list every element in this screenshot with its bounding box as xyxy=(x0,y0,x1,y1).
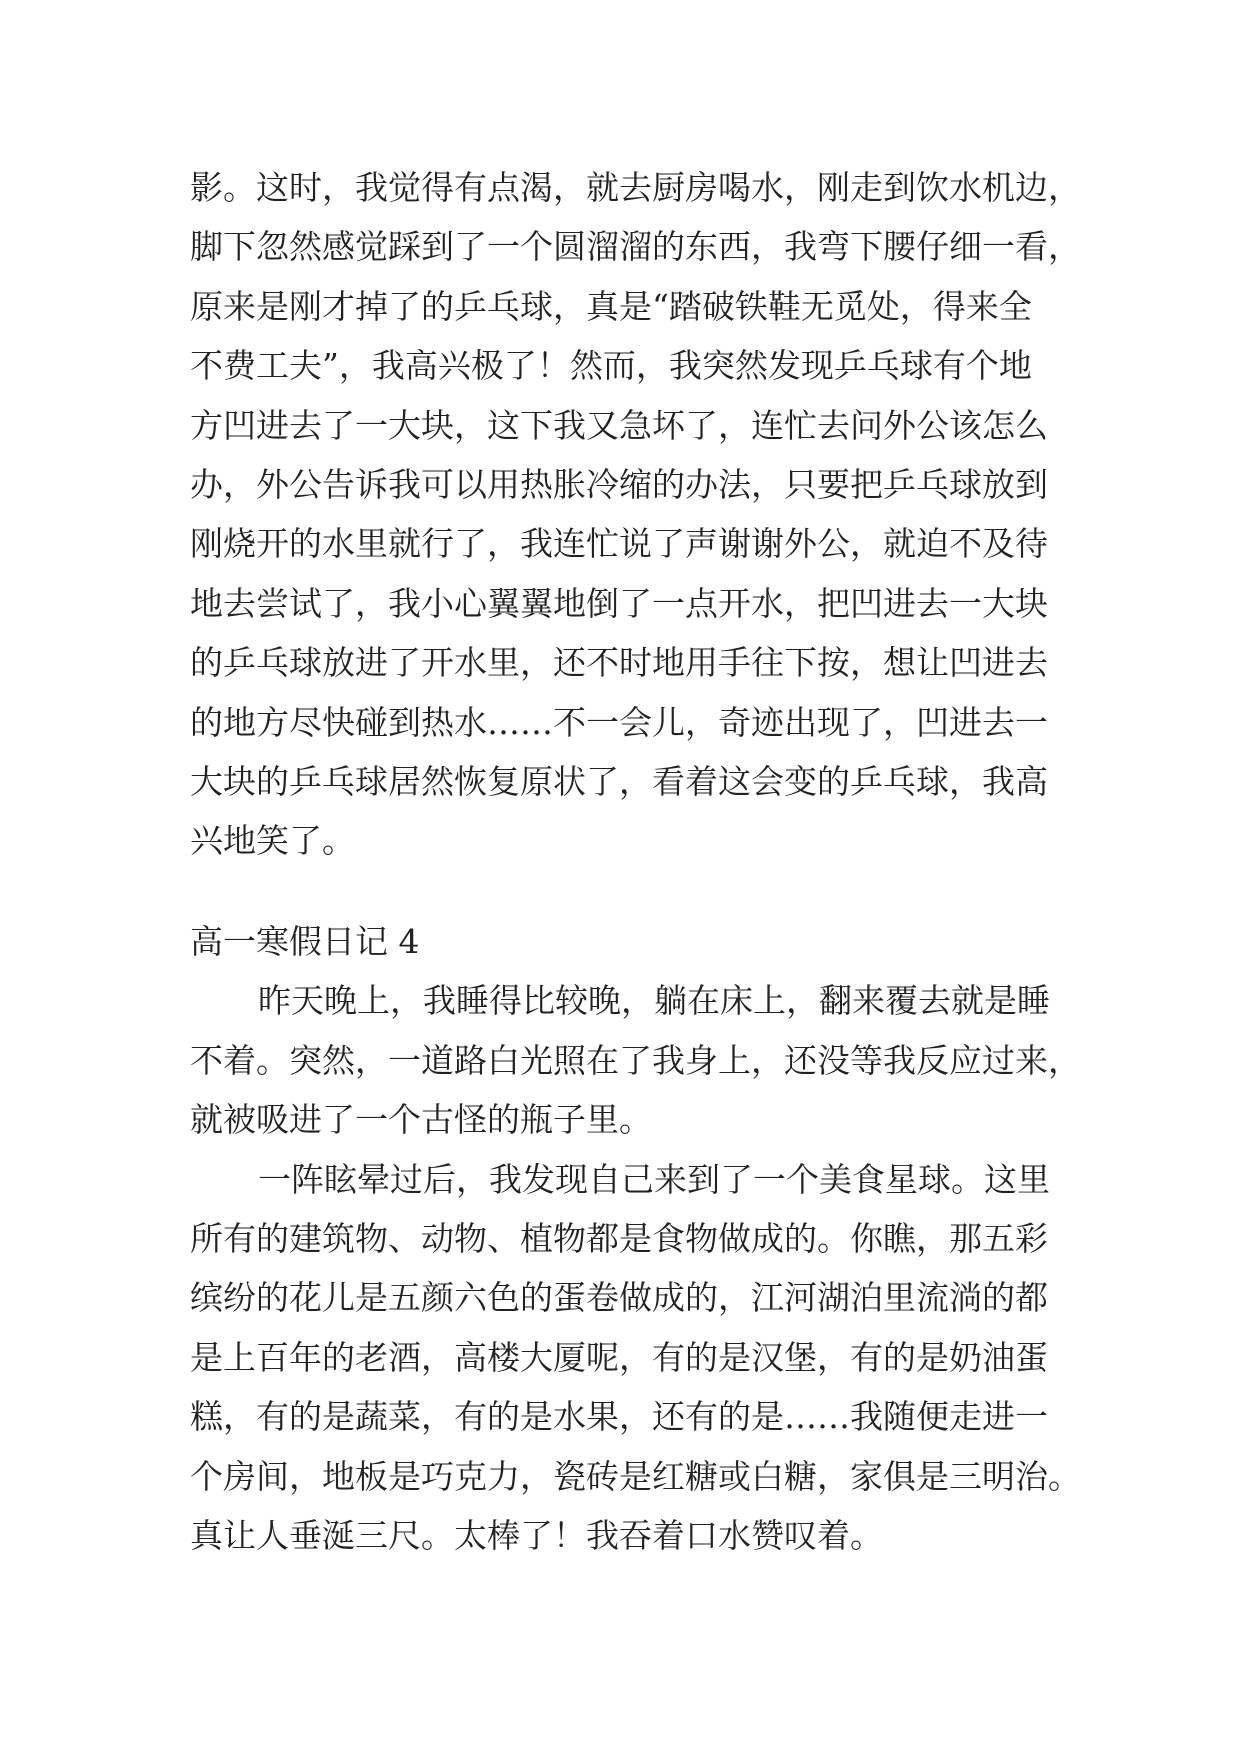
text-line: 影。这时，我觉得有点渴，就去厨房喝水，刚走到饮水机边， xyxy=(190,168,1081,207)
text-line: 不着。突然，一道路白光照在了我身上，还没等我反应过来， xyxy=(190,1040,1081,1080)
text-line: 办，外公告诉我可以用热胀冷缩的办法，只要把乒乓球放到 xyxy=(190,464,1048,504)
text-line: 地去尝试了，我小心翼翼地倒了一点开水，把凹进去一大块 xyxy=(190,583,1048,623)
text-line: 昨天晚上，我睡得比较晚，躺在床上，翻来覆去就是睡 xyxy=(258,981,1050,1021)
text-line: 大块的乒乓球居然恢复原状了，看着这会变的乒乓球，我高 xyxy=(190,761,1048,801)
text-line: 一阵眩晕过后，我发现自己来到了一个美食星球。这里 xyxy=(258,1159,1050,1199)
text-line: 是上百年的老酒，高楼大厦呢，有的是汉堡，有的是奶油蛋 xyxy=(190,1337,1048,1377)
text-line: 缤纷的花儿是五颜六色的蛋卷做成的，江河湖泊里流淌的都 xyxy=(190,1278,1048,1318)
continued-passage xyxy=(190,158,1110,871)
diary-entry xyxy=(190,912,1110,1565)
text-line: 刚烧开的水里就行了，我连忙说了声谢谢外公，就迫不及待 xyxy=(190,524,1048,564)
text-line: 个房间，地板是巧克力，瓷砖是红糖或白糖，家俱是三明治。 xyxy=(190,1456,1081,1496)
text-line: 的地方尽快碰到热水……不一会儿，奇迹出现了，凹进去一 xyxy=(190,702,1048,742)
paragraph xyxy=(190,1150,1110,1566)
text-line: 的乒乓球放进了开水里，还不时地用手往下按，想让凹进去 xyxy=(190,643,1048,683)
text-line: 脚下忽然感觉踩到了一个圆溜溜的东西，我弯下腰仔细一看， xyxy=(190,227,1081,267)
paragraph xyxy=(190,971,1110,1149)
text-line: 方凹进去了一大块，这下我又急坏了，连忙去问外公该怎么 xyxy=(190,405,1048,445)
text-line: 真让人垂涎三尺。太棒了！我吞着口水赞叹着。 xyxy=(190,1515,883,1555)
text-line: 原来是刚才掉了的乒乓球，真是“踏破铁鞋无觅处，得来全 xyxy=(190,286,1032,326)
text-line: 糕，有的是蔬菜，有的是水果，还有的是……我随便走进一 xyxy=(190,1397,1048,1437)
text-line: 就被吸进了一个古怪的瓶子里。 xyxy=(190,1100,652,1140)
text-line: 不费工夫”，我高兴极了！然而，我突然发现乒乓球有个地 xyxy=(190,346,1032,386)
entry-heading: 高一寒假日记 4 xyxy=(190,922,420,961)
text-line: 所有的建筑物、动物、植物都是食物做成的。你瞧，那五彩 xyxy=(190,1218,1048,1258)
text-line: 兴地笑了。 xyxy=(190,821,355,861)
